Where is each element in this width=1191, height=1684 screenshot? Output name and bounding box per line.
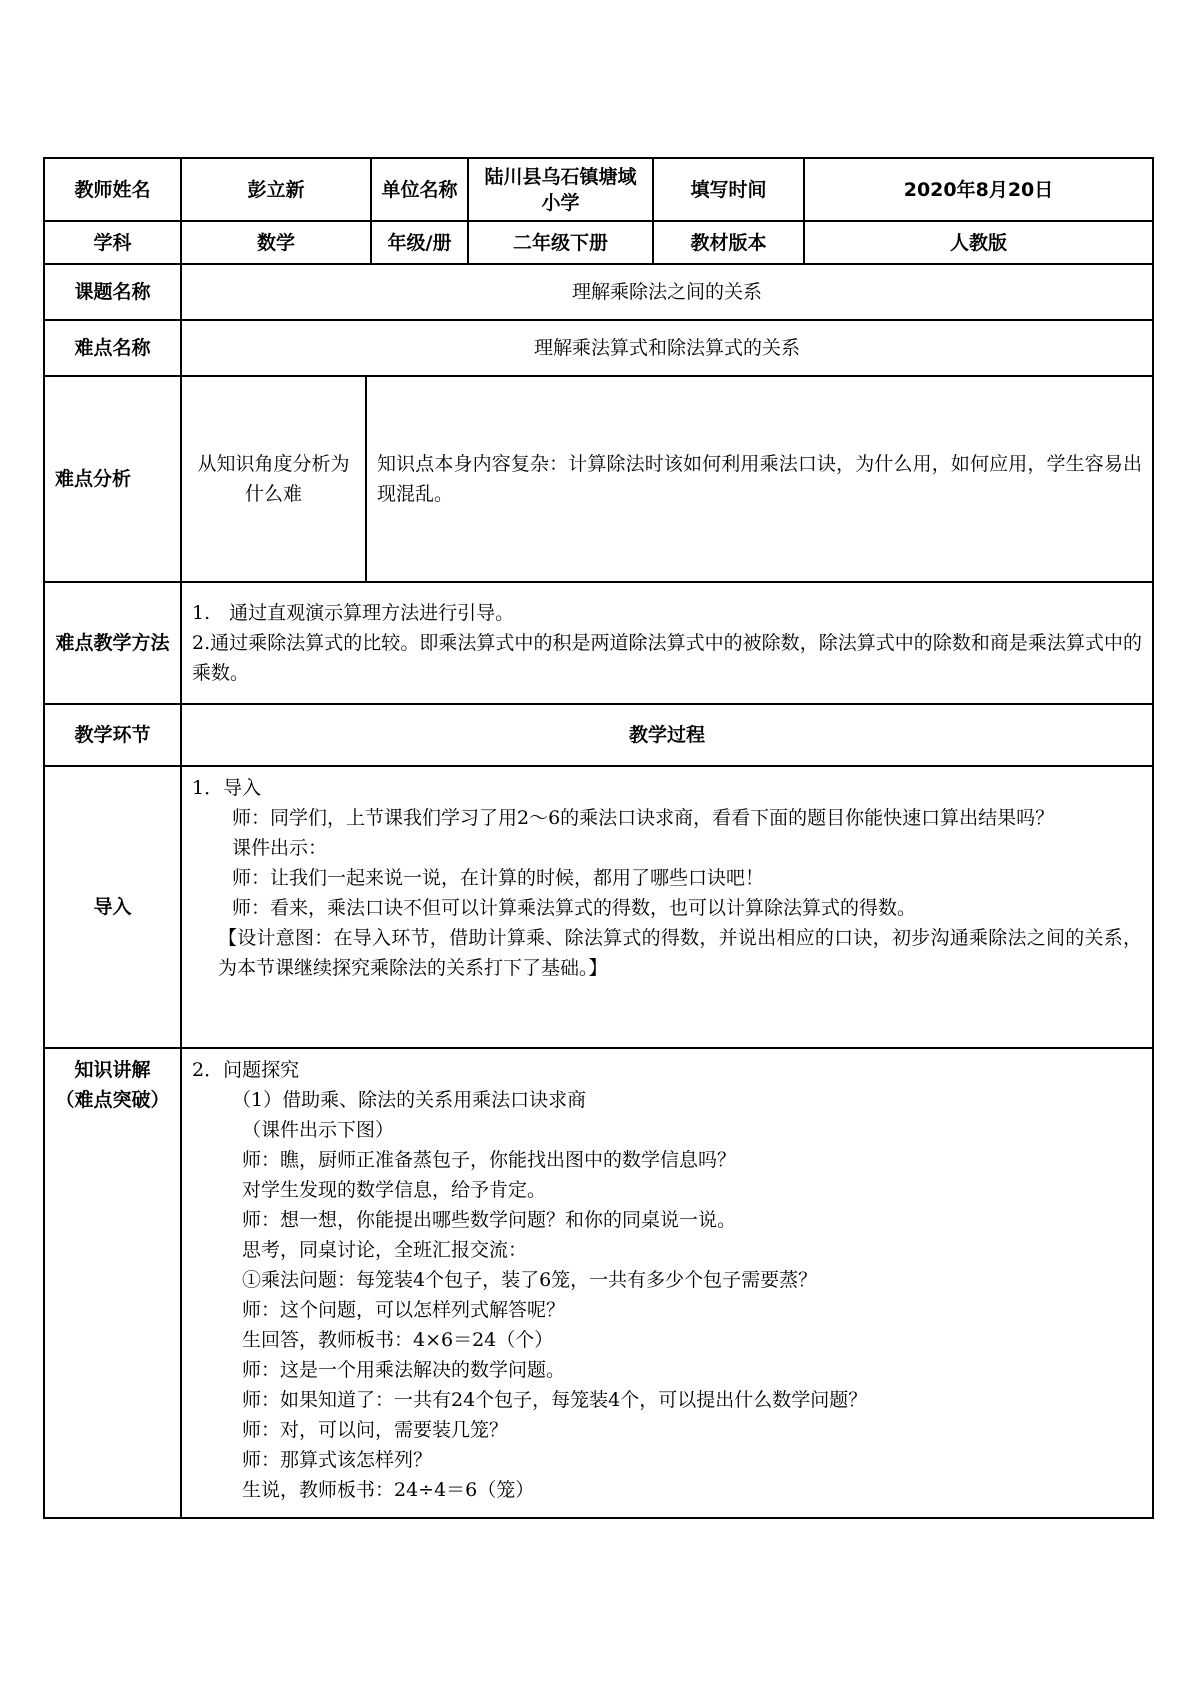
knowledge-label <box>44 1048 181 1518</box>
intro-line-3: 课件出示： <box>232 837 328 859</box>
knowledge-row <box>44 1048 1153 1518</box>
subject-label: 学科 <box>44 221 181 264</box>
intro-line-4: 师：让我们一起来说一说，在计算的时候，都用了哪些口诀吧！ <box>232 867 765 889</box>
knowledge-line-8: ①乘法问题：每笼装4个包子，装了6笼，一共有多少个包子需要蒸？ <box>242 1269 818 1291</box>
grade-value: 二年级下册 <box>468 221 653 264</box>
method-line-2: 2.通过乘除法算式的比较。即乘法算式中的积是两道除法算式中的被除数，除法算式中的除数和商是乘法算式中的乘数。 <box>192 632 1143 684</box>
intro-label: 导入 <box>44 766 181 1048</box>
analysis-row <box>44 376 1153 582</box>
edition-label: 教材版本 <box>653 221 804 264</box>
header-row-1 <box>44 158 1153 221</box>
analysis-sub-label: 从知识角度分析为什么难 <box>181 376 366 582</box>
teacher-name-label: 教师姓名 <box>44 158 181 221</box>
knowledge-line-3: （课件出示下图） <box>242 1119 395 1141</box>
knowledge-line-13: 师：对，可以问，需要装几笼？ <box>242 1419 509 1441</box>
unit-value: 陆川县乌石镇塘域小学 <box>468 158 653 221</box>
header-row-2 <box>44 221 1153 264</box>
method-content <box>181 582 1153 704</box>
edition-value: 人教版 <box>804 221 1153 264</box>
method-line-1: 1. 通过直观演示算理方法进行引导。 <box>192 602 515 624</box>
knowledge-line-14: 师：那算式该怎样列？ <box>242 1449 433 1471</box>
knowledge-line-1: 2．问题探究 <box>192 1059 300 1081</box>
difficulty-value: 理解乘法算式和除法算式的关系 <box>181 320 1153 376</box>
knowledge-label-line-2: （难点突破） <box>55 1089 170 1111</box>
process-title: 教学过程 <box>181 704 1153 766</box>
process-step-label: 教学环节 <box>44 704 181 766</box>
intro-line-2: 师：同学们，上节课我们学习了用2～6的乘法口诀求商，看看下面的题目你能快速口算出结果吗？ <box>232 807 1055 829</box>
intro-line-6: 【设计意图：在导入环节，借助计算乘、除法算式的得数，并说出相应的口诀，初步沟通乘除法之间的关系，为本节课继续探究乘除法的关系打下了基础。】 <box>218 927 1143 979</box>
knowledge-label-line-1: 知识讲解 <box>74 1059 151 1081</box>
teacher-name-value: 彭立新 <box>181 158 371 221</box>
intro-line-5: 师：看来，乘法口诀不但可以计算乘法算式的得数，也可以计算除法算式的得数。 <box>232 897 917 919</box>
topic-value: 理解乘除法之间的关系 <box>181 264 1153 320</box>
knowledge-line-9: 师：这个问题，可以怎样列式解答呢？ <box>242 1299 566 1321</box>
topic-label: 课题名称 <box>44 264 181 320</box>
knowledge-content <box>181 1048 1153 1518</box>
subject-value: 数学 <box>181 221 371 264</box>
analysis-text: 知识点本身内容复杂：计算除法时该如何利用乘法口诀，为什么用，如何应用，学生容易出现混乱。 <box>366 376 1153 582</box>
topic-row <box>44 264 1153 320</box>
difficulty-label: 难点名称 <box>44 320 181 376</box>
knowledge-line-5: 对学生发现的数学信息，给予肯定。 <box>242 1179 547 1201</box>
method-row <box>44 582 1153 704</box>
knowledge-line-10: 生回答，教师板书：4×6＝24（个） <box>242 1329 554 1351</box>
fill-time-value: 2020年8月20日 <box>804 158 1153 221</box>
knowledge-line-2: （1）借助乘、除法的关系用乘法口诀求商 <box>232 1089 587 1111</box>
knowledge-line-11: 师：这是一个用乘法解决的数学问题。 <box>242 1359 566 1381</box>
unit-label: 单位名称 <box>371 158 468 221</box>
method-label: 难点教学方法 <box>44 582 181 704</box>
lesson-plan-table <box>43 157 1154 1519</box>
knowledge-line-7: 思考，同桌讨论，全班汇报交流： <box>242 1239 528 1261</box>
analysis-label: 难点分析 <box>44 376 181 582</box>
intro-row <box>44 766 1153 1048</box>
process-header-row <box>44 704 1153 766</box>
fill-time-label: 填写时间 <box>653 158 804 221</box>
knowledge-line-12: 师：如果知道了：一共有24个包子，每笼装4个，可以提出什么数学问题？ <box>242 1389 868 1411</box>
knowledge-line-4: 师：瞧，厨师正准备蒸包子，你能找出图中的数学信息吗？ <box>242 1149 737 1171</box>
intro-content <box>181 766 1153 1048</box>
intro-line-1: 1．导入 <box>192 777 262 799</box>
difficulty-row <box>44 320 1153 376</box>
knowledge-line-15: 生说，教师板书：24÷4＝6（笼） <box>242 1479 535 1501</box>
knowledge-line-6: 师：想一想，你能提出哪些数学问题？和你的同桌说一说。 <box>242 1209 737 1231</box>
grade-label: 年级/册 <box>371 221 468 264</box>
